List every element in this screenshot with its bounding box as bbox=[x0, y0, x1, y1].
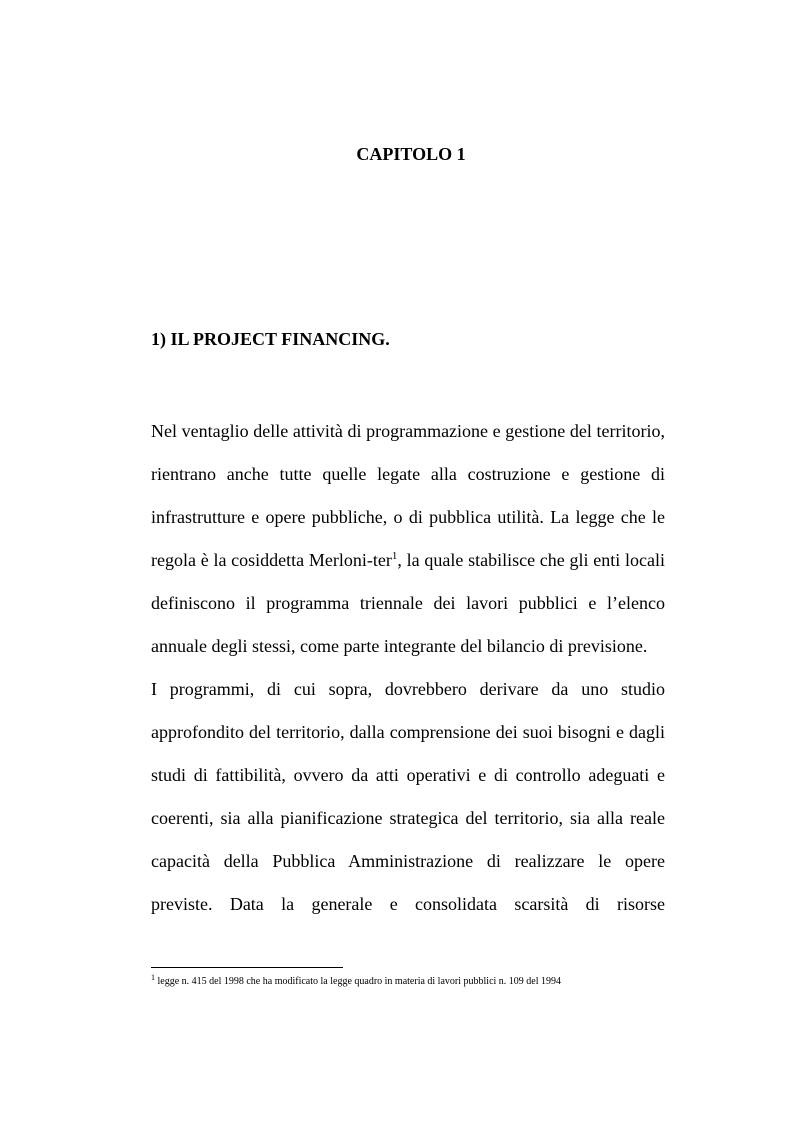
footnote-number: 1 bbox=[151, 973, 155, 982]
paragraph-1-text-before-note: Nel ventaglio delle attività di programmazione e gestione del territorio, rientrano anche tutte quelle legate alla costruzione e gestione di infrastrutture e opere pubbliche, o di pubblica utilità. La legge che le regola è la cosiddetta Merloni-ter bbox=[151, 421, 665, 570]
paragraph-2: I programmi, di cui sopra, dovrebbero derivare da uno studio approfondito del territorio, dalla comprensione dei suoi bisogni e dagli studi di fattibilità, ovvero da atti operativi e di controllo adeguati e coerenti, sia alla pianificazione strategica del territorio, sia alla reale capacità della Pubblica Amministrazione di realizzare le opere previste. Data la generale e consolidata scarsità di risorse bbox=[151, 679, 665, 914]
footnote-text: legge n. 415 del 1998 che ha modificato la legge quadro in materia di lavori pubblici n. 109 del 1994 bbox=[155, 976, 562, 987]
chapter-title: CAPITOLO 1 bbox=[356, 144, 466, 164]
footnote-separator bbox=[151, 967, 343, 968]
footnote bbox=[151, 975, 751, 989]
paragraph-1 bbox=[151, 410, 665, 668]
paragraph-1-text-after-note: , la quale stabilisce che gli enti locali definiscono il programma triennale dei lavori pubblici e l’elenco annuale degli stessi, come parte integrante del bilancio di previsione. bbox=[151, 550, 665, 656]
body-text bbox=[151, 410, 665, 926]
footnote-reference[interactable]: 1 bbox=[391, 550, 398, 562]
section-heading: 1) IL PROJECT FINANCING. bbox=[151, 329, 390, 349]
